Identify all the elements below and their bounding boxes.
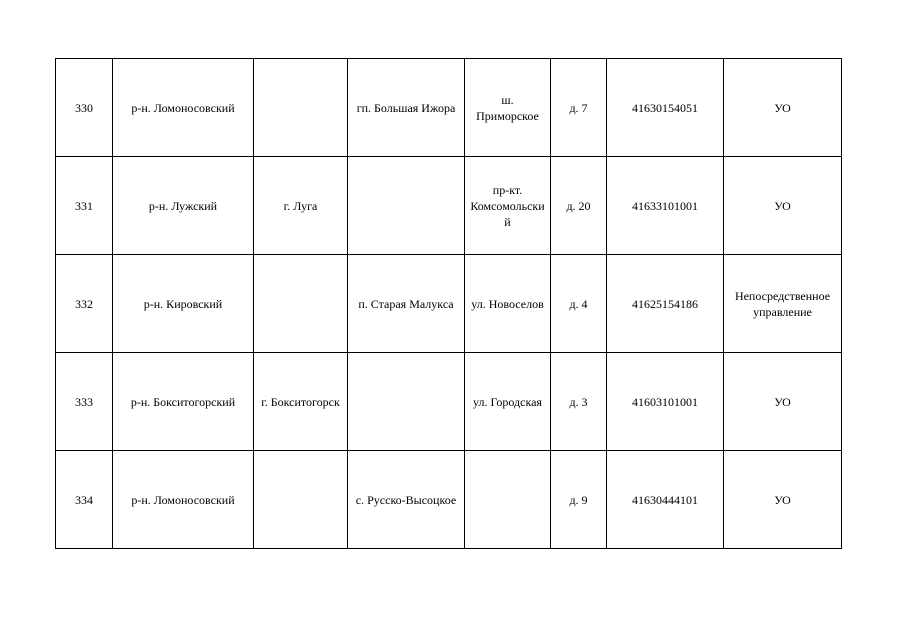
cell-number: 330 [56, 59, 113, 157]
cell-number: 332 [56, 255, 113, 353]
cell-settlement: гп. Большая Ижора [348, 59, 465, 157]
cell-city [254, 59, 348, 157]
cell-street: ш. Приморское [465, 59, 551, 157]
cell-code: 41603101001 [607, 353, 724, 451]
cell-settlement: п. Старая Малукса [348, 255, 465, 353]
cell-district: р-н. Кировский [113, 255, 254, 353]
cell-district: р-н. Бокситогорский [113, 353, 254, 451]
housing-registry-table [55, 58, 842, 549]
cell-house: д. 3 [551, 353, 607, 451]
cell-settlement [348, 353, 465, 451]
cell-number: 333 [56, 353, 113, 451]
cell-management: УО [724, 451, 842, 549]
cell-city: г. Бокситогорск [254, 353, 348, 451]
cell-code: 41625154186 [607, 255, 724, 353]
cell-house: д. 7 [551, 59, 607, 157]
cell-management: УО [724, 157, 842, 255]
cell-district: р-н. Ломоносовский [113, 59, 254, 157]
cell-settlement: с. Русско-Высоцкое [348, 451, 465, 549]
cell-city [254, 255, 348, 353]
cell-street: ул. Городская [465, 353, 551, 451]
cell-management: УО [724, 353, 842, 451]
cell-street: ул. Новоселов [465, 255, 551, 353]
cell-house: д. 9 [551, 451, 607, 549]
table-row [56, 353, 842, 451]
cell-management: Непосредственное управление [724, 255, 842, 353]
cell-code: 41633101001 [607, 157, 724, 255]
table-row [56, 255, 842, 353]
cell-house: д. 20 [551, 157, 607, 255]
cell-code: 41630444101 [607, 451, 724, 549]
cell-street [465, 451, 551, 549]
cell-number: 334 [56, 451, 113, 549]
table-row [56, 451, 842, 549]
cell-house: д. 4 [551, 255, 607, 353]
table-row [56, 59, 842, 157]
cell-city [254, 451, 348, 549]
cell-management: УО [724, 59, 842, 157]
cell-code: 41630154051 [607, 59, 724, 157]
cell-district: р-н. Лужский [113, 157, 254, 255]
cell-settlement [348, 157, 465, 255]
cell-street: пр-кт. Комсомольски й [465, 157, 551, 255]
cell-number: 331 [56, 157, 113, 255]
table-row [56, 157, 842, 255]
cell-city: г. Луга [254, 157, 348, 255]
cell-district: р-н. Ломоносовский [113, 451, 254, 549]
